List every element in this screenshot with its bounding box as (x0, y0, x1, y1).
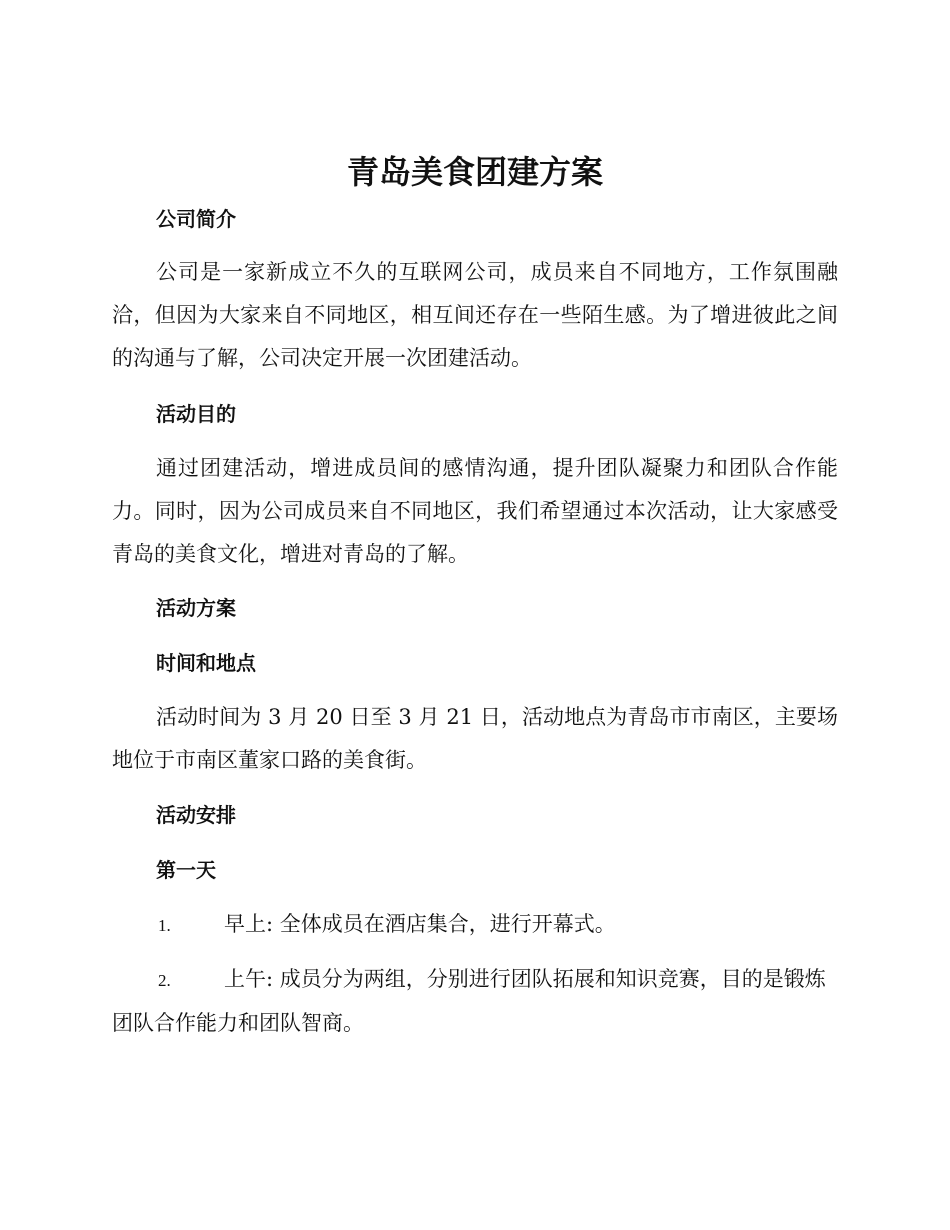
heading-purpose: 活动目的 (156, 402, 236, 426)
list-item-number: 2. (158, 971, 171, 990)
document-title: 青岛美食团建方案 (346, 153, 603, 191)
list-item-text: 上午: 成员分为两组，分别进行团队拓展和知识竞赛，目的是锻炼团队合作能力和团队智商。 (112, 967, 826, 1035)
heading-day-one: 第一天 (156, 858, 216, 882)
list-item-number: 1. (158, 916, 171, 935)
paragraph-time-place: 活动时间为 3 月 20 日至 3 月 21 日，活动地点为青岛市市南区，主要场地位于市南区董家口路的美食街。 (112, 705, 838, 772)
list-item (112, 903, 838, 947)
heading-plan: 活动方案 (156, 596, 236, 620)
paragraph-company-intro: 公司是一家新成立不久的互联网公司，成员来自不同地方，工作氛围融洽，但因为大家来自不同地区，相互间还存在一些陌生感。为了增进彼此之间的沟通与了解，公司决定开展一次团建活动。 (112, 260, 838, 370)
list-item-text: 早上: 全体成员在酒店集合，进行开幕式。 (224, 912, 616, 936)
heading-company-intro: 公司简介 (156, 207, 236, 231)
heading-time-place: 时间和地点 (156, 651, 256, 675)
list-item (112, 958, 838, 1045)
paragraph-purpose: 通过团建活动，增进成员间的感情沟通，提升团队凝聚力和团队合作能力。同时，因为公司成员来自不同地区，我们希望通过本次活动，让大家感受青岛的美食文化，增进对青岛的了解。 (112, 456, 838, 566)
heading-schedule: 活动安排 (156, 803, 236, 827)
